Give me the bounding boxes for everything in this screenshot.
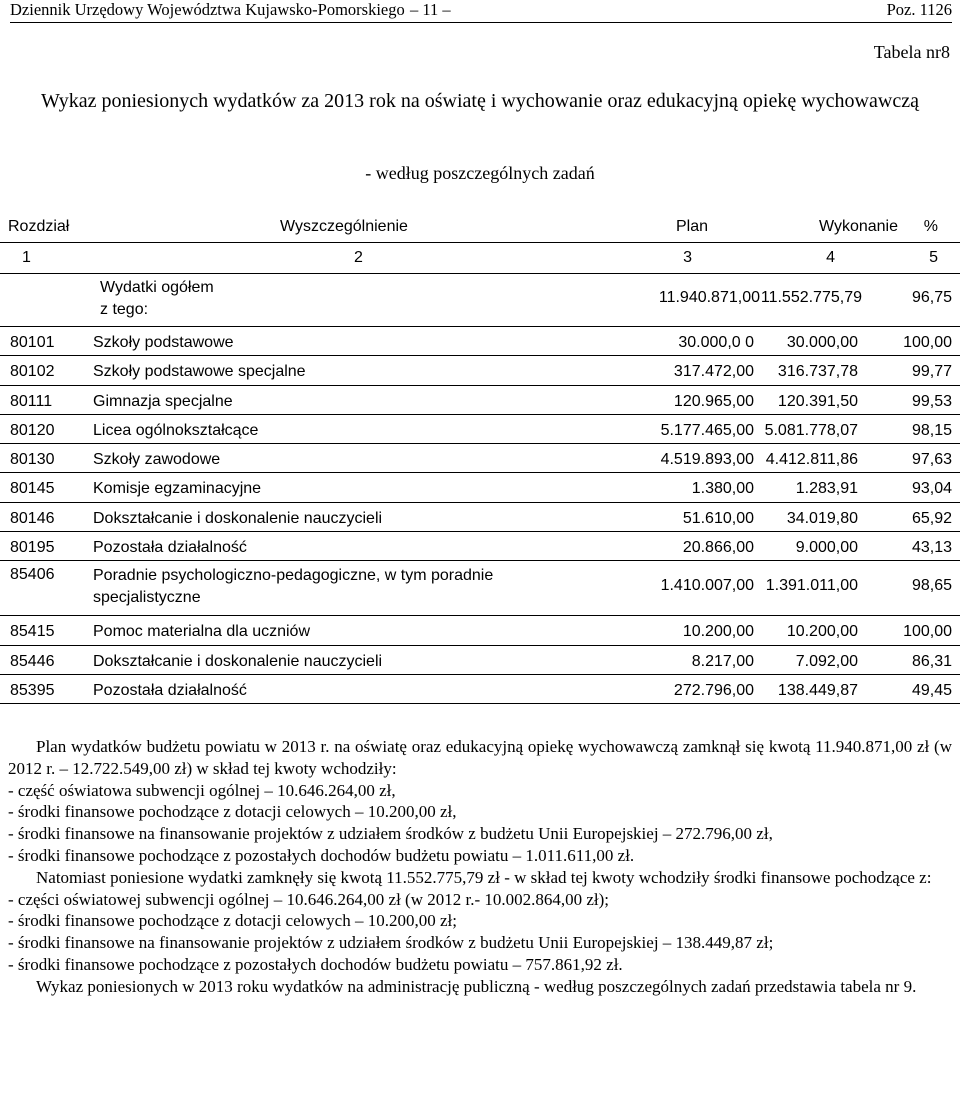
row-plan: 8.217,00 xyxy=(691,652,754,670)
row-percent: 100,00 xyxy=(903,334,952,351)
header-wyszczegolnienie: Wyszczególnienie xyxy=(280,218,408,235)
row-wykonanie: 1.283,91 xyxy=(795,480,858,498)
row-rozdzial: 80130 xyxy=(10,451,55,469)
row-wykonanie: 9.000,00 xyxy=(795,539,858,557)
row-wykonanie: 4.412.811,86 xyxy=(765,451,858,469)
page-subtitle: - według poszczególnych zadań xyxy=(365,163,595,183)
row-name: Komisje egzaminacyjne xyxy=(93,480,262,498)
row-wykonanie: 316.737,78 xyxy=(777,363,858,381)
row-percent: 98,15 xyxy=(911,421,952,439)
total-row xyxy=(0,274,960,327)
table-row xyxy=(0,616,960,645)
row-wykonanie: 34.019,80 xyxy=(786,509,858,527)
row-name: Szkoły podstawowe specjalne xyxy=(93,363,306,381)
row-wykonanie: 30.000,00 xyxy=(786,334,858,351)
row-wykonanie: 1.391.011,00 xyxy=(765,577,858,595)
row-rozdzial: 85415 xyxy=(10,623,55,641)
row-plan: 1.380,00 xyxy=(691,480,754,498)
page-header xyxy=(10,0,952,23)
paragraph-plan: Plan wydatków budżetu powiatu w 2013 r. na oświatę oraz edukacyjną opiekę wychowawczą zamknął się kwotą 11.940.871,00 zł (w 2012 r. – 12.722.549,00 zł) w skład tej kwoty wchodziły: xyxy=(8,737,952,778)
total-percent: 96,75 xyxy=(911,289,952,306)
row-rozdzial: 85406 xyxy=(10,566,55,584)
table-row xyxy=(0,675,960,704)
row-percent: 86,31 xyxy=(911,652,952,670)
paragraph-reference: Wykaz poniesionych w 2013 roku wydatków na administrację publiczną - według poszczególnych zadań przedstawia tabela nr 9. xyxy=(36,976,917,996)
row-percent: 100,00 xyxy=(903,623,952,641)
row-percent: 98,65 xyxy=(911,577,952,595)
table-row xyxy=(0,415,960,444)
table-number-row xyxy=(0,243,960,274)
list-item: - środki finansowe pochodzące z dotacji celowych – 10.200,00 zł; xyxy=(8,911,457,931)
expenses-table xyxy=(0,208,960,704)
row-name: Pozostała działalność xyxy=(93,681,247,699)
header-plan: Plan xyxy=(675,218,708,235)
table-row xyxy=(0,356,960,385)
row-percent: 93,04 xyxy=(911,480,952,498)
page-title: Wykaz poniesionych wydatków za 2013 rok na oświatę i wychowanie oraz edukacyjną opiekę wychowawczą xyxy=(41,90,919,112)
row-rozdzial: 80146 xyxy=(10,509,55,527)
row-plan: 317.472,00 xyxy=(673,363,754,381)
col-number-2: 2 xyxy=(354,249,363,266)
row-rozdzial: 80120 xyxy=(10,421,55,439)
position-number: Poz. 1126 xyxy=(886,0,952,19)
total-sublabel: z tego: xyxy=(100,301,149,318)
table-row xyxy=(0,561,960,616)
row-plan: 272.796,00 xyxy=(673,681,754,699)
row-name: Gimnazja specjalne xyxy=(93,392,233,410)
col-number-1: 1 xyxy=(22,249,31,266)
table-row xyxy=(0,532,960,561)
page-number: – 11 – xyxy=(410,0,451,19)
row-percent: 65,92 xyxy=(911,509,952,527)
row-plan: 4.519.893,00 xyxy=(660,451,754,469)
list-item: - środki finansowe pochodzące z pozostałych dochodów budżetu powiatu – 1.011.611,00 zł. xyxy=(8,845,635,865)
list-item: - część oświatowa subwencji ogólnej – 10.646.264,00 zł, xyxy=(8,780,396,800)
journal-name: Dziennik Urzędowy Województwa Kujawsko-Pomorskiego xyxy=(10,0,405,19)
row-rozdzial: 85446 xyxy=(10,652,55,670)
total-plan: 11.940.871,00 xyxy=(658,289,760,306)
row-rozdzial: 80102 xyxy=(10,363,55,381)
row-wykonanie: 5.081.778,07 xyxy=(764,421,858,439)
body-text xyxy=(8,736,952,998)
row-plan: 10.200,00 xyxy=(682,623,754,641)
paragraph-expenses: Natomiast poniesione wydatki zamknęły się kwotą 11.552.775,79 zł - w skład tej kwoty wchodziły środki finansowe pochodzące z: xyxy=(36,867,932,887)
row-rozdzial: 80195 xyxy=(10,539,55,557)
col-number-5: 5 xyxy=(929,249,938,266)
row-plan: 51.610,00 xyxy=(682,509,754,527)
row-percent: 97,63 xyxy=(911,451,952,469)
row-name: Szkoły zawodowe xyxy=(93,451,221,469)
table-label: Tabela nr8 xyxy=(873,42,950,62)
header-percent: % xyxy=(923,218,938,235)
header-wykonanie: Wykonanie xyxy=(818,218,898,235)
list-item: - środki finansowe na finansowanie projektów z udziałem środków z budżetu Unii Europejskiej – 272.796,00 zł, xyxy=(8,824,773,844)
row-rozdzial: 80101 xyxy=(10,334,55,351)
table-row xyxy=(0,386,960,415)
row-percent: 99,77 xyxy=(911,363,952,381)
row-plan: 30.000,0 0 xyxy=(678,334,754,351)
row-name: Dokształcanie i doskonalenie nauczycieli xyxy=(93,509,383,527)
row-name: Dokształcanie i doskonalenie nauczycieli xyxy=(93,652,383,670)
list-item: - części oświatowej subwencji ogólnej – 10.646.264,00 zł (w 2012 r.- 10.002.864,00 zł); xyxy=(8,889,610,909)
table-row xyxy=(0,503,960,532)
row-name: Pozostała działalność xyxy=(93,539,247,557)
row-name: Poradnie psychologiczno-pedagogiczne, w tym poradnie xyxy=(93,567,494,585)
row-plan: 5.177.465,00 xyxy=(660,421,754,439)
row-wykonanie: 10.200,00 xyxy=(786,623,858,641)
row-rozdzial: 80111 xyxy=(10,392,53,410)
row-name: Licea ogólnokształcące xyxy=(93,421,259,439)
col-number-4: 4 xyxy=(826,249,835,266)
table-row xyxy=(0,444,960,473)
row-wykonanie: 120.391,50 xyxy=(777,392,858,410)
row-name: Szkoły podstawowe xyxy=(93,334,234,351)
row-percent: 49,45 xyxy=(911,681,952,699)
list-item: - środki finansowe na finansowanie projektów z udziałem środków z budżetu Unii Europejskiej – 138.449,87 zł; xyxy=(8,933,774,953)
row-plan: 20.866,00 xyxy=(682,539,754,557)
total-label: Wydatki ogółem xyxy=(100,279,214,296)
row-name-continued: specjalistyczne xyxy=(93,589,201,607)
row-rozdzial: 85395 xyxy=(10,681,55,699)
row-wykonanie: 7.092,00 xyxy=(795,652,858,670)
row-percent: 43,13 xyxy=(911,539,952,557)
table-row xyxy=(0,646,960,675)
list-item: - środki finansowe pochodzące z dotacji celowych – 10.200,00 zł, xyxy=(8,802,457,822)
table-row xyxy=(0,473,960,502)
row-name: Pomoc materialna dla uczniów xyxy=(93,623,310,641)
row-wykonanie: 138.449,87 xyxy=(777,681,858,699)
col-number-3: 3 xyxy=(683,249,692,266)
row-plan: 120.965,00 xyxy=(673,392,754,410)
row-plan: 1.410.007,00 xyxy=(660,577,754,595)
header-rozdzial: Rozdział xyxy=(8,218,70,235)
table-row xyxy=(0,327,960,356)
table-header-row xyxy=(0,208,960,243)
total-wykonanie: 11.552.775,79 xyxy=(760,289,862,306)
row-rozdzial: 80145 xyxy=(10,480,55,498)
list-item: - środki finansowe pochodzące z pozostałych dochodów budżetu powiatu – 757.861,92 zł. xyxy=(8,954,623,974)
row-percent: 99,53 xyxy=(911,392,952,410)
